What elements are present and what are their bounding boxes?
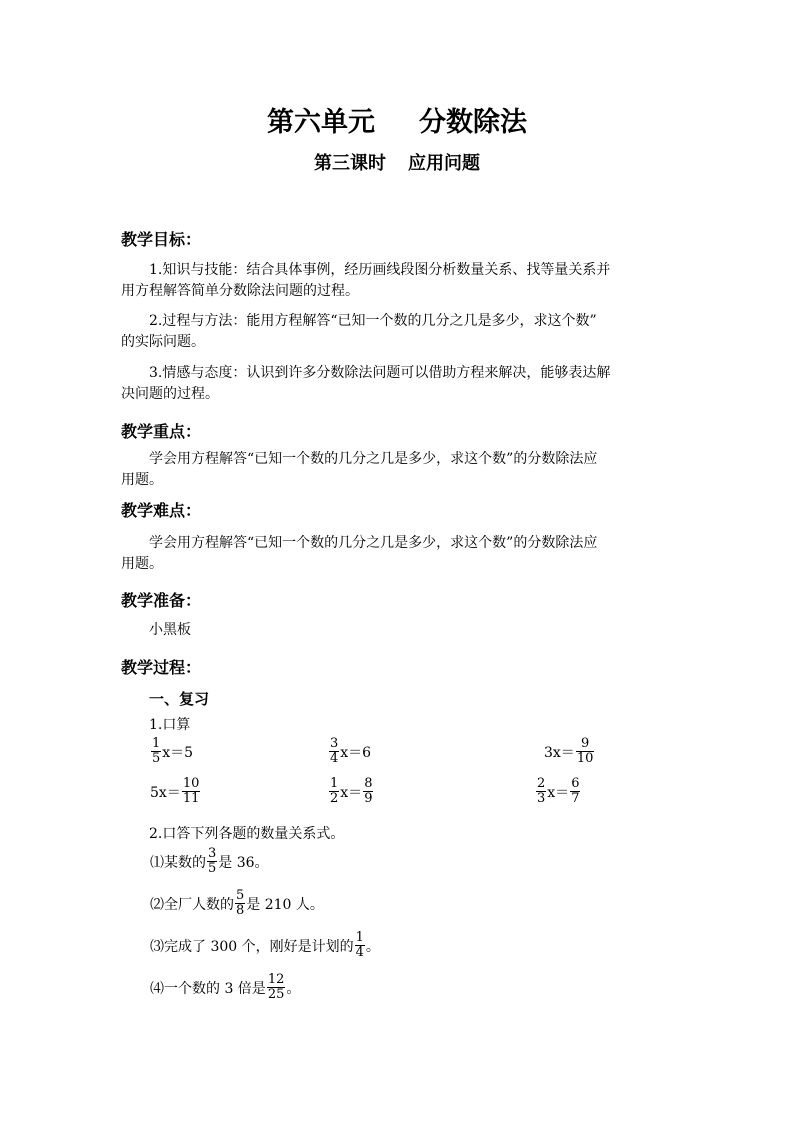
fraction: $\frac{5}{8}$: [236, 888, 245, 918]
equation-5: $\frac{1}{2}$ x＝ $\frac{8}{9}$: [330, 776, 373, 806]
relation-item-2: ⑵全厂人数的 $\frac{5}{8}$ 是 210 人。: [150, 888, 324, 918]
fraction: $\frac{3}{4}$: [330, 736, 339, 766]
fraction: $\frac{1}{5}$: [152, 736, 161, 766]
objectives-heading: 教学目标：: [121, 230, 202, 249]
preparation-text: 小黑板: [149, 622, 191, 638]
difficulties-heading: 教学难点：: [121, 501, 202, 520]
fraction: $\frac{12}{25}$: [267, 972, 285, 1002]
objective-1-line1: 1.知识与技能：结合具体事例，经历画线段图分析数量关系、找等量关系并: [149, 262, 611, 278]
objective-2-line2: 的实际问题。: [121, 334, 205, 350]
fraction: $\frac{3}{5}$: [208, 846, 217, 876]
objective-item-3: [121, 363, 681, 405]
oral-calc-label: 1.口算: [149, 717, 191, 733]
objective-3-line2: 决问题的过程。: [121, 386, 219, 402]
difficulties-line2: 用题。: [121, 556, 163, 572]
title-unit: 第六单元: [267, 107, 375, 138]
equation-3: 3x＝ $\frac{9}{10}$: [544, 736, 594, 766]
equation-2: $\frac{3}{4}$ x＝6: [330, 736, 372, 766]
page-subtitle: [0, 149, 794, 175]
preparation-heading: 教学准备：: [121, 591, 202, 610]
fraction: $\frac{2}{3}$: [537, 776, 546, 806]
objective-item-1: [121, 260, 681, 302]
fraction: $\frac{1}{4}$: [355, 930, 364, 960]
key-points-heading: 教学重点：: [121, 422, 202, 441]
equation-6: $\frac{2}{3}$ x＝ $\frac{6}{7}$: [537, 776, 580, 806]
objective-3-line1: 3.情感与态度：认识到许多分数除法问题可以借助方程来解决，能够表达解: [149, 365, 611, 381]
objective-2-line1: 2.过程与方法：能用方程解答“已知一个数的几分之几是多少，求这个数”: [149, 313, 597, 329]
section-review-heading: 一、复习: [149, 690, 210, 708]
objective-item-2: [121, 311, 681, 353]
subtitle-topic: 应用问题: [408, 153, 480, 174]
fraction: $\frac{6}{7}$: [571, 776, 580, 806]
relation-item-3: ⑶完成了 300 个，刚好是计划的 $\frac{1}{4}$ 。: [150, 930, 380, 960]
key-points-text: [121, 449, 681, 491]
equation-1: $\frac{1}{5}$ x＝5: [152, 736, 194, 766]
subtitle-lesson: 第三课时: [314, 153, 386, 174]
fraction: $\frac{1}{2}$: [330, 776, 339, 806]
page-title: [0, 100, 794, 139]
relation-item-4: ⑷一个数的 3 倍是 $\frac{12}{25}$ 。: [150, 972, 301, 1002]
relations-prompt: 2.口答下列各题的数量关系式。: [149, 826, 345, 842]
key-points-line1: 学会用方程解答“已知一个数的几分之几是多少，求这个数”的分数除法应: [149, 451, 598, 467]
difficulties-text: [121, 533, 681, 575]
relation-item-1: ⑴某数的 $\frac{3}{5}$ 是 36。: [150, 846, 269, 876]
title-topic: 分数除法: [419, 107, 527, 138]
objective-1-line2: 用方程解答简单分数除法问题的过程。: [121, 283, 359, 299]
equation-4: 5x＝ $\frac{10}{11}$: [150, 776, 200, 806]
fraction: $\frac{10}{11}$: [182, 776, 200, 806]
key-points-line2: 用题。: [121, 472, 163, 488]
difficulties-line1: 学会用方程解答“已知一个数的几分之几是多少，求这个数”的分数除法应: [149, 535, 598, 551]
fraction: $\frac{8}{9}$: [364, 776, 373, 806]
fraction: $\frac{9}{10}$: [576, 736, 594, 766]
process-heading: 教学过程：: [121, 658, 202, 677]
